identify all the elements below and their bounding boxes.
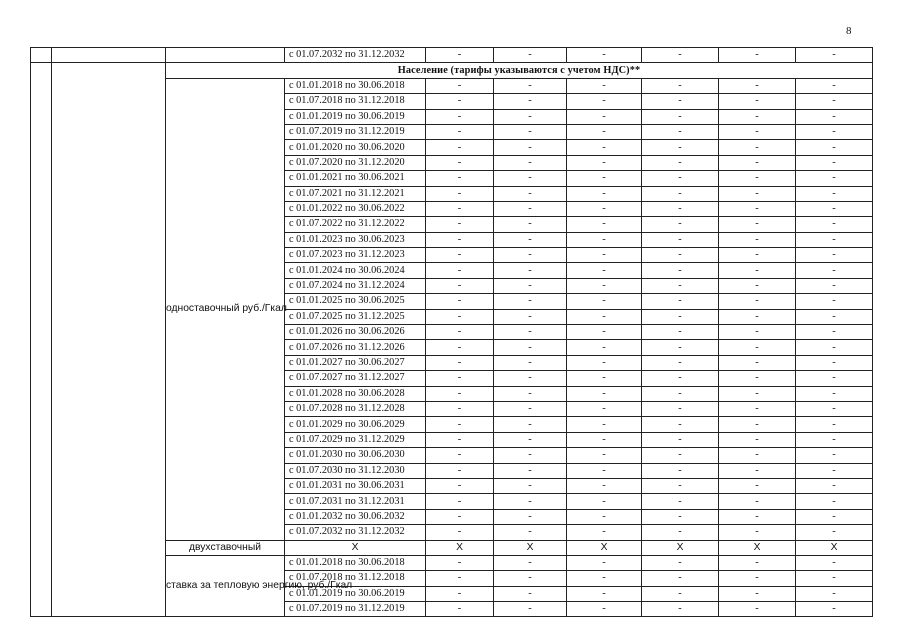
value-cell: -: [796, 371, 873, 386]
period-cell: с 01.07.2022 по 31.12.2022: [285, 217, 426, 232]
value-cell: -: [719, 340, 796, 355]
value-cell: -: [494, 325, 567, 340]
value-cell: X: [567, 540, 642, 555]
value-cell: -: [567, 509, 642, 524]
value-cell: -: [494, 478, 567, 493]
value-cell: -: [796, 463, 873, 478]
period-cell: X: [285, 540, 426, 555]
value-cell: -: [796, 186, 873, 201]
value-cell: -: [642, 217, 719, 232]
value-cell: X: [796, 540, 873, 555]
value-cell: -: [567, 155, 642, 170]
period-cell: с 01.01.2029 по 30.06.2029: [285, 417, 426, 432]
value-cell: -: [426, 494, 494, 509]
value-cell: -: [567, 186, 642, 201]
value-cell: -: [796, 401, 873, 416]
value-cell: -: [494, 525, 567, 540]
value-cell: -: [642, 155, 719, 170]
value-cell: -: [567, 217, 642, 232]
value-cell: -: [426, 417, 494, 432]
value-cell: -: [494, 417, 567, 432]
value-cell: -: [796, 201, 873, 216]
period-cell: с 01.01.2027 по 30.06.2027: [285, 355, 426, 370]
value-cell: -: [567, 448, 642, 463]
value-cell: -: [796, 509, 873, 524]
value-cell: -: [426, 463, 494, 478]
period-cell: с 01.01.2028 по 30.06.2028: [285, 386, 426, 401]
value-cell: -: [719, 509, 796, 524]
value-cell: -: [719, 355, 796, 370]
value-cell: -: [796, 140, 873, 155]
value-cell: -: [796, 386, 873, 401]
value-cell: -: [796, 417, 873, 432]
value-cell: -: [494, 263, 567, 278]
value-cell: -: [494, 432, 567, 447]
value-cell: -: [567, 309, 642, 324]
period-cell: с 01.07.2031 по 31.12.2031: [285, 494, 426, 509]
value-cell: -: [642, 140, 719, 155]
tariff-table: [30, 47, 873, 617]
value-cell: -: [642, 201, 719, 216]
value-cell: -: [719, 217, 796, 232]
value-cell: -: [719, 571, 796, 586]
value-cell: -: [719, 602, 796, 617]
value-cell: -: [642, 586, 719, 601]
value-cell: -: [719, 263, 796, 278]
value-cell: -: [426, 171, 494, 186]
period-cell: с 01.01.2025 по 30.06.2025: [285, 294, 426, 309]
value-cell: -: [494, 371, 567, 386]
value-cell: -: [642, 278, 719, 293]
period-cell: с 01.01.2026 по 30.06.2026: [285, 325, 426, 340]
value-cell: -: [567, 401, 642, 416]
value-cell: -: [719, 309, 796, 324]
value-cell: -: [494, 494, 567, 509]
value-cell: -: [494, 186, 567, 201]
value-cell: -: [426, 78, 494, 93]
value-cell: -: [494, 509, 567, 524]
value-cell: -: [642, 417, 719, 432]
table-body: [31, 48, 873, 617]
value-cell: -: [719, 278, 796, 293]
index-cell: [31, 63, 52, 617]
value-cell: -: [567, 525, 642, 540]
period-cell: с 01.01.2030 по 30.06.2030: [285, 448, 426, 463]
value-cell: -: [567, 586, 642, 601]
value-cell: -: [719, 463, 796, 478]
value-cell: -: [567, 340, 642, 355]
value-cell: -: [642, 525, 719, 540]
value-cell: -: [567, 555, 642, 570]
value-cell: -: [796, 109, 873, 124]
value-cell: -: [494, 386, 567, 401]
value-cell: -: [719, 78, 796, 93]
value-cell: -: [426, 140, 494, 155]
value-cell: -: [567, 432, 642, 447]
value-cell: -: [642, 571, 719, 586]
value-cell: -: [642, 340, 719, 355]
value-cell: -: [719, 186, 796, 201]
value-cell: -: [642, 171, 719, 186]
value-cell: -: [719, 48, 796, 63]
value-cell: -: [642, 124, 719, 139]
value-cell: -: [796, 555, 873, 570]
value-cell: -: [642, 371, 719, 386]
value-cell: -: [796, 448, 873, 463]
value-cell: -: [642, 263, 719, 278]
value-cell: -: [719, 478, 796, 493]
value-cell: -: [642, 294, 719, 309]
value-cell: -: [719, 94, 796, 109]
value-cell: -: [567, 355, 642, 370]
value-cell: -: [494, 171, 567, 186]
value-cell: -: [719, 417, 796, 432]
one-rate-label: одноставочный руб./Гкал: [166, 78, 285, 540]
value-cell: -: [567, 248, 642, 263]
value-cell: -: [426, 294, 494, 309]
period-cell: с 01.01.2032 по 30.06.2032: [285, 509, 426, 524]
value-cell: -: [642, 232, 719, 247]
value-cell: -: [494, 463, 567, 478]
period-cell: с 01.07.2032 по 31.12.2032: [285, 48, 426, 63]
value-cell: -: [719, 555, 796, 570]
period-cell: с 01.07.2018 по 31.12.2018: [285, 94, 426, 109]
value-cell: -: [719, 448, 796, 463]
period-cell: с 01.07.2030 по 31.12.2030: [285, 463, 426, 478]
value-cell: -: [426, 509, 494, 524]
period-cell: с 01.07.2024 по 31.12.2024: [285, 278, 426, 293]
value-cell: -: [796, 94, 873, 109]
value-cell: -: [426, 555, 494, 570]
value-cell: -: [567, 124, 642, 139]
value-cell: -: [567, 94, 642, 109]
value-cell: -: [426, 201, 494, 216]
value-cell: -: [719, 155, 796, 170]
value-cell: -: [567, 171, 642, 186]
value-cell: -: [426, 309, 494, 324]
value-cell: -: [642, 325, 719, 340]
value-cell: -: [494, 248, 567, 263]
value-cell: -: [719, 525, 796, 540]
value-cell: -: [719, 140, 796, 155]
value-cell: -: [426, 401, 494, 416]
value-cell: -: [796, 171, 873, 186]
value-cell: -: [567, 201, 642, 216]
value-cell: -: [426, 109, 494, 124]
period-cell: с 01.01.2021 по 30.06.2021: [285, 171, 426, 186]
value-cell: -: [796, 309, 873, 324]
value-cell: -: [426, 371, 494, 386]
value-cell: -: [494, 586, 567, 601]
value-cell: -: [642, 448, 719, 463]
value-cell: -: [796, 294, 873, 309]
value-cell: -: [642, 248, 719, 263]
period-cell: с 01.07.2028 по 31.12.2028: [285, 401, 426, 416]
value-cell: -: [567, 294, 642, 309]
value-cell: -: [494, 232, 567, 247]
period-cell: с 01.07.2023 по 31.12.2023: [285, 248, 426, 263]
value-cell: -: [426, 571, 494, 586]
value-cell: -: [426, 325, 494, 340]
value-cell: -: [642, 48, 719, 63]
value-cell: -: [494, 401, 567, 416]
value-cell: -: [642, 509, 719, 524]
value-cell: -: [494, 340, 567, 355]
value-cell: -: [567, 78, 642, 93]
value-cell: -: [494, 309, 567, 324]
value-cell: -: [796, 278, 873, 293]
value-cell: -: [567, 494, 642, 509]
heat-rate-label: ставка за тепловую энергию, руб./Гкал: [166, 555, 285, 617]
value-cell: -: [796, 124, 873, 139]
value-cell: -: [494, 294, 567, 309]
value-cell: -: [567, 602, 642, 617]
value-cell: -: [719, 248, 796, 263]
value-cell: -: [426, 186, 494, 201]
value-cell: -: [567, 140, 642, 155]
value-cell: -: [494, 355, 567, 370]
value-cell: -: [494, 124, 567, 139]
value-cell: -: [796, 263, 873, 278]
value-cell: -: [426, 232, 494, 247]
value-cell: -: [567, 278, 642, 293]
value-cell: -: [719, 109, 796, 124]
value-cell: -: [494, 94, 567, 109]
value-cell: -: [796, 217, 873, 232]
period-cell: с 01.01.2020 по 30.06.2020: [285, 140, 426, 155]
value-cell: -: [796, 602, 873, 617]
value-cell: -: [719, 325, 796, 340]
value-cell: -: [494, 555, 567, 570]
value-cell: -: [642, 309, 719, 324]
value-cell: -: [796, 325, 873, 340]
value-cell: -: [567, 571, 642, 586]
value-cell: -: [719, 494, 796, 509]
value-cell: -: [642, 478, 719, 493]
value-cell: -: [796, 78, 873, 93]
value-cell: -: [642, 463, 719, 478]
value-cell: -: [642, 432, 719, 447]
value-cell: -: [642, 94, 719, 109]
value-cell: -: [796, 232, 873, 247]
value-cell: -: [796, 571, 873, 586]
value-cell: -: [719, 586, 796, 601]
value-cell: -: [567, 371, 642, 386]
value-cell: -: [426, 278, 494, 293]
value-cell: -: [494, 140, 567, 155]
value-cell: -: [642, 109, 719, 124]
value-cell: -: [494, 278, 567, 293]
period-cell: с 01.07.2018 по 31.12.2018: [285, 571, 426, 586]
value-cell: -: [796, 586, 873, 601]
consumer-cell: [52, 48, 166, 63]
value-cell: -: [426, 602, 494, 617]
value-cell: -: [426, 217, 494, 232]
value-cell: -: [426, 340, 494, 355]
value-cell: -: [719, 232, 796, 247]
period-cell: с 01.01.2019 по 30.06.2019: [285, 109, 426, 124]
value-cell: -: [494, 602, 567, 617]
period-cell: с 01.01.2031 по 30.06.2031: [285, 478, 426, 493]
value-cell: -: [494, 217, 567, 232]
value-cell: -: [494, 448, 567, 463]
consumer-cell: [52, 63, 166, 617]
value-cell: X: [719, 540, 796, 555]
period-cell: с 01.07.2025 по 31.12.2025: [285, 309, 426, 324]
value-cell: -: [426, 432, 494, 447]
period-cell: с 01.07.2019 по 31.12.2019: [285, 602, 426, 617]
value-cell: -: [426, 248, 494, 263]
value-cell: -: [494, 155, 567, 170]
value-cell: -: [642, 355, 719, 370]
value-cell: -: [719, 386, 796, 401]
value-cell: -: [796, 48, 873, 63]
value-cell: -: [719, 371, 796, 386]
value-cell: -: [719, 171, 796, 186]
value-cell: X: [642, 540, 719, 555]
value-cell: -: [719, 124, 796, 139]
period-cell: с 01.01.2018 по 30.06.2018: [285, 555, 426, 570]
value-cell: -: [426, 48, 494, 63]
value-cell: -: [567, 232, 642, 247]
period-cell: с 01.07.2019 по 31.12.2019: [285, 124, 426, 139]
value-cell: -: [494, 201, 567, 216]
value-cell: -: [796, 494, 873, 509]
value-cell: -: [642, 78, 719, 93]
value-cell: -: [642, 494, 719, 509]
value-cell: -: [426, 478, 494, 493]
period-cell: с 01.07.2027 по 31.12.2027: [285, 371, 426, 386]
value-cell: -: [567, 463, 642, 478]
value-cell: -: [426, 355, 494, 370]
period-cell: с 01.01.2023 по 30.06.2023: [285, 232, 426, 247]
value-cell: -: [642, 602, 719, 617]
value-cell: -: [642, 555, 719, 570]
value-cell: -: [567, 478, 642, 493]
section-header: Население (тарифы указываются с учетом НДС)**: [166, 63, 873, 78]
value-cell: -: [567, 109, 642, 124]
table-row: [31, 48, 873, 63]
value-cell: -: [426, 155, 494, 170]
value-cell: -: [494, 571, 567, 586]
value-cell: -: [426, 448, 494, 463]
value-cell: -: [796, 355, 873, 370]
period-cell: с 01.01.2022 по 30.06.2022: [285, 201, 426, 216]
value-cell: -: [426, 525, 494, 540]
period-cell: с 01.01.2024 по 30.06.2024: [285, 263, 426, 278]
value-cell: -: [494, 48, 567, 63]
period-cell: с 01.07.2032 по 31.12.2032: [285, 525, 426, 540]
index-cell: [31, 48, 52, 63]
value-cell: -: [642, 401, 719, 416]
value-cell: -: [796, 248, 873, 263]
value-cell: -: [796, 155, 873, 170]
value-cell: -: [567, 48, 642, 63]
value-cell: -: [796, 478, 873, 493]
value-cell: -: [796, 340, 873, 355]
value-cell: X: [426, 540, 494, 555]
value-cell: -: [719, 201, 796, 216]
value-cell: -: [796, 525, 873, 540]
value-cell: -: [426, 94, 494, 109]
value-cell: -: [494, 78, 567, 93]
value-cell: -: [567, 325, 642, 340]
value-cell: -: [426, 263, 494, 278]
two-rate-label: двухставочный: [166, 540, 285, 555]
period-cell: с 01.07.2020 по 31.12.2020: [285, 155, 426, 170]
period-cell: с 01.07.2021 по 31.12.2021: [285, 186, 426, 201]
value-cell: -: [719, 294, 796, 309]
value-cell: -: [426, 586, 494, 601]
value-cell: -: [494, 109, 567, 124]
value-cell: -: [426, 386, 494, 401]
section-header-row: [31, 63, 873, 78]
value-cell: -: [719, 432, 796, 447]
value-cell: -: [719, 401, 796, 416]
page-number: 8: [846, 25, 852, 37]
value-cell: -: [567, 263, 642, 278]
period-cell: с 01.01.2019 по 30.06.2019: [285, 586, 426, 601]
period-cell: с 01.01.2018 по 30.06.2018: [285, 78, 426, 93]
value-cell: -: [642, 186, 719, 201]
value-cell: -: [642, 386, 719, 401]
period-cell: с 01.07.2029 по 31.12.2029: [285, 432, 426, 447]
value-cell: -: [567, 417, 642, 432]
value-cell: -: [796, 432, 873, 447]
tariff-type-cell: [166, 48, 285, 63]
value-cell: -: [426, 124, 494, 139]
period-cell: с 01.07.2026 по 31.12.2026: [285, 340, 426, 355]
value-cell: -: [567, 386, 642, 401]
value-cell: X: [494, 540, 567, 555]
